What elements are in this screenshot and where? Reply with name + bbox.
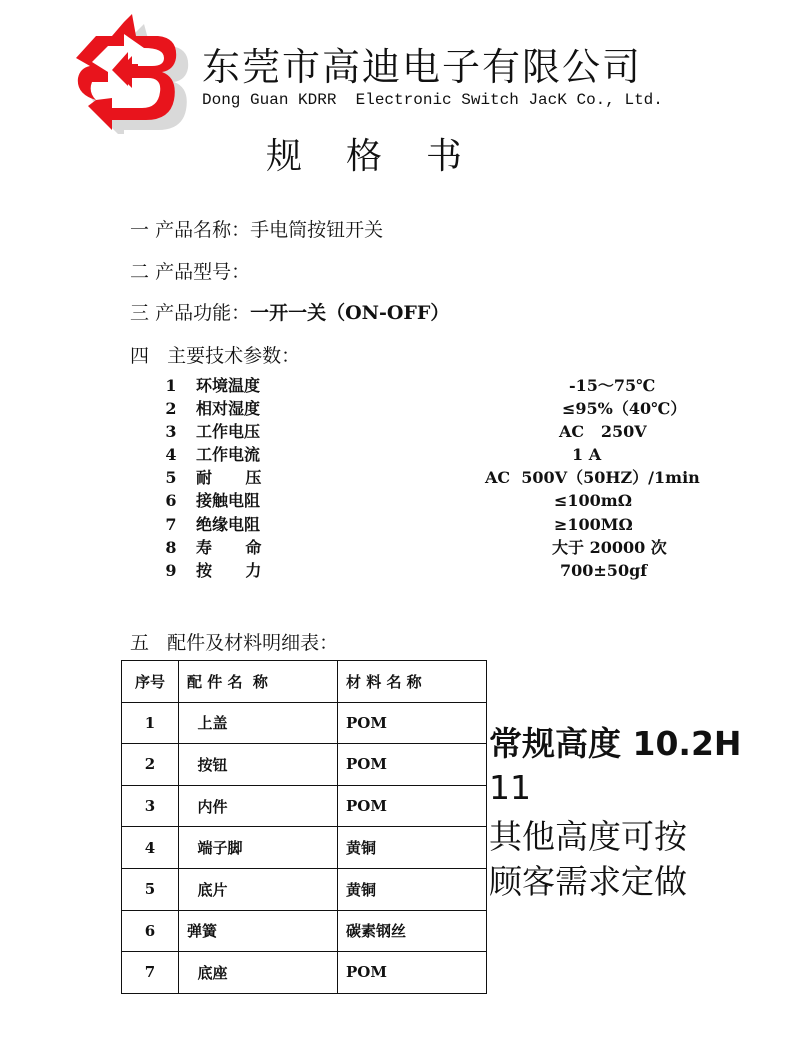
param-value: 700±50gf: [560, 560, 648, 580]
table-row: [122, 744, 487, 786]
section-label: 产品型号：: [155, 261, 251, 283]
cell-no: 6: [122, 910, 179, 952]
param-name: 环境温度: [196, 376, 261, 395]
cell-part: 上盖: [179, 702, 338, 744]
table-row: [122, 952, 487, 994]
param-value: 大于 20000 次: [552, 537, 667, 557]
title-char: 书: [426, 136, 463, 177]
cell-part: 端子脚: [179, 827, 338, 869]
custom-height-line-cont: 顾客需求定做: [489, 862, 687, 901]
param-name: 工作电压: [196, 422, 261, 442]
table-header-row: [122, 661, 487, 703]
product-name-value: 手电筒按钮开关: [250, 219, 384, 241]
table-row: [122, 827, 487, 869]
section-number: 二: [130, 261, 150, 283]
param-value: ≥100MΩ: [554, 514, 633, 534]
section-parts-list: [130, 628, 338, 655]
section-product-name: [130, 215, 383, 242]
cell-no: 4: [122, 827, 179, 869]
custom-height-line: 其他高度可按: [489, 817, 687, 856]
section-number: 四: [130, 345, 150, 367]
section-number: 一: [130, 219, 150, 241]
cell-material: POM: [338, 952, 487, 994]
param-number: 3: [165, 422, 177, 442]
param-name: 寿 命: [196, 537, 262, 557]
cell-part: 底片: [179, 868, 338, 910]
cell-part: 弹簧: [179, 910, 338, 952]
cell-material: 碳素钢丝: [338, 910, 487, 952]
param-value: AC 250V: [559, 422, 647, 442]
height-note: [489, 722, 742, 904]
param-name: 耐 压: [196, 468, 262, 488]
param-value: -15～75℃: [569, 376, 656, 395]
header-material: 材 料 名 称: [338, 661, 487, 703]
cell-no: 7: [122, 952, 179, 994]
cell-no: 1: [122, 702, 179, 744]
param-name: 绝缘电阻: [196, 514, 261, 534]
cell-material: POM: [338, 744, 487, 786]
param-name: 相对湿度: [196, 399, 261, 419]
param-row: [164, 397, 704, 420]
param-number: 6: [165, 491, 177, 511]
param-row: [164, 489, 704, 512]
section-label: 产品功能：: [155, 302, 251, 324]
cell-no: 2: [122, 744, 179, 786]
section-label: 主要技术参数：: [167, 345, 301, 367]
cell-material: POM: [338, 702, 487, 744]
param-name: 接触电阻: [196, 491, 261, 511]
param-row: [164, 420, 704, 443]
section-tech-params: [130, 341, 300, 368]
section-product-model: [130, 257, 250, 284]
param-row: [164, 374, 704, 397]
kdrr-logo-icon: [72, 12, 190, 134]
param-value: 1 A: [572, 445, 602, 465]
param-row: [164, 466, 704, 489]
table-row: [122, 868, 487, 910]
param-number: 9: [165, 560, 177, 580]
param-number: 2: [165, 399, 177, 419]
param-number: 4: [165, 445, 177, 465]
param-row: [164, 559, 704, 582]
param-row: [164, 443, 704, 466]
table-row: [122, 785, 487, 827]
standard-height-line: 常规高度 10.2H: [489, 724, 742, 763]
header-part-name: 配 件 名 称: [179, 661, 338, 703]
header-no: 序号: [122, 661, 179, 703]
company-logo: [72, 12, 190, 134]
cell-no: 5: [122, 868, 179, 910]
table-row: [122, 702, 487, 744]
title-char: 规: [266, 136, 303, 177]
section-product-function: [130, 298, 449, 325]
param-row: [164, 536, 704, 559]
company-name-cn: 东莞市高迪电子有限公司: [202, 45, 643, 89]
cell-no: 3: [122, 785, 179, 827]
document-title: [266, 128, 462, 179]
company-name-en: Dong Guan KDRR Electronic Switch JacK Co., Ltd.: [202, 91, 663, 109]
title-char: 格: [346, 136, 383, 177]
param-number: 7: [165, 514, 177, 534]
cell-part: 内件: [179, 785, 338, 827]
cell-part: 按钮: [179, 744, 338, 786]
param-name: 按 力: [196, 560, 262, 580]
param-number: 1: [165, 376, 177, 395]
cell-part: 底座: [179, 952, 338, 994]
parameters-list: [164, 374, 704, 582]
param-value: ≤95%（40℃）: [562, 399, 687, 419]
section-number: 三: [130, 302, 150, 324]
param-number: 5: [165, 468, 177, 488]
cell-material: 黄铜: [338, 868, 487, 910]
section-label: 配件及材料明细表：: [167, 632, 339, 654]
param-number: 8: [165, 537, 177, 557]
standard-height-line-cont: 11: [489, 768, 531, 807]
section-number: 五: [130, 632, 150, 654]
param-value: ≤100mΩ: [554, 491, 632, 511]
table-row: [122, 910, 487, 952]
param-value: AC 500V（50HZ）/1min: [485, 468, 700, 488]
parts-table: [121, 660, 487, 994]
cell-material: 黄铜: [338, 827, 487, 869]
product-function-value: 一开一关（ON-OFF）: [250, 302, 450, 324]
param-name: 工作电流: [196, 445, 261, 465]
cell-material: POM: [338, 785, 487, 827]
param-row: [164, 513, 704, 536]
section-label: 产品名称：: [155, 219, 251, 241]
